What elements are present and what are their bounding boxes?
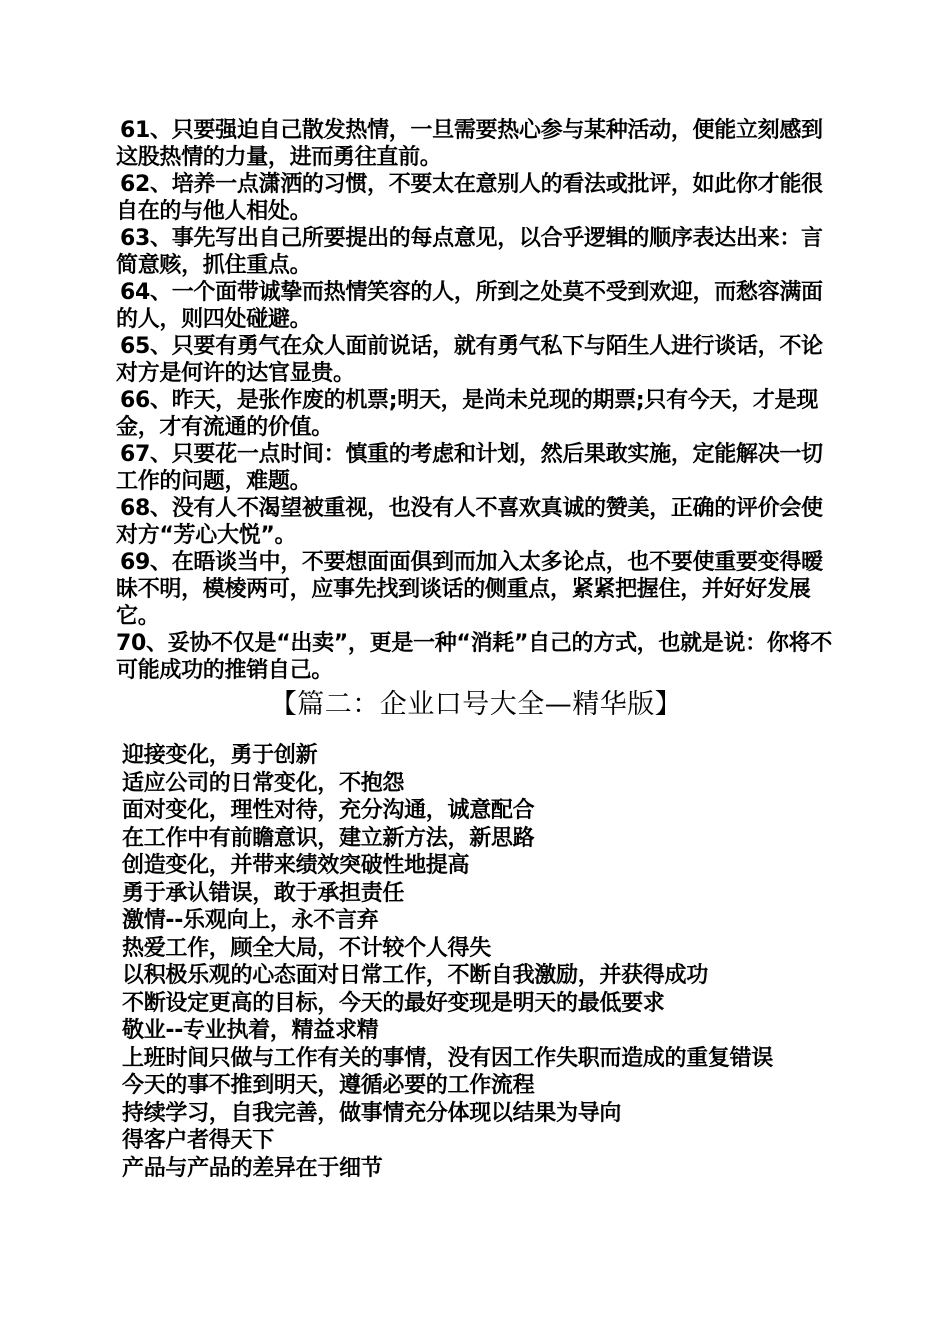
slogan-item: 持续学习，自我完善，做事情充分体现以结果为导向 [122, 1100, 622, 1126]
slogan-item: 产品与产品的差异在于细节 [122, 1155, 383, 1181]
tip-69: 69、在晤谈当中，不要想面面俱到而加入太多论点，也不要使重要变得暧昧不明，模棱两可，应事先找到谈话的侧重点，紧紧把握住，并好好发展它。 [116, 550, 823, 629]
tip-65: 65、只要有勇气在众人面前说话，就有勇气私下与陌生人进行谈话，不论对方是何许的达官显贵。 [116, 334, 823, 386]
tip-67: 67、只要花一点时间：慎重的考虑和计划，然后果敢实施，定能解决一切工作的问题，难题。 [116, 442, 823, 494]
slogan-list [116, 742, 836, 1182]
tip-62: 62、培养一点潇洒的习惯，不要太在意别人的看法或批评，如此你才能很自在的与他人相处。 [116, 172, 823, 224]
slogan-item: 不断设定更高的目标，今天的最好变现是明天的最低要求 [122, 990, 665, 1016]
tip-68: 68、没有人不渴望被重视，也没有人不喜欢真诚的赞美，正确的评价会使对方“芳心大悦”。 [116, 496, 823, 548]
slogan-item: 勇于承认错误，敢于承担责任 [122, 880, 405, 906]
tip-61: 61、只要强迫自己散发热情，一旦需要热心参与某种活动，便能立刻感到这股热情的力量，进而勇往直前。 [116, 118, 823, 170]
slogan-item: 敬业--专业执着，精益求精 [122, 1018, 379, 1043]
slogan-item: 上班时间只做与工作有关的事情，没有因工作失职而造成的重复错误 [122, 1045, 774, 1071]
tip-63: 63、事先写出自己所要提出的每点意见，以合乎逻辑的顺序表达出来：言简意赅，抓住重点。 [116, 226, 823, 278]
slogan-item: 适应公司的日常变化，不抱怨 [122, 770, 405, 796]
slogan-item: 在工作中有前瞻意识，建立新方法，新思路 [122, 825, 535, 851]
tips-list [116, 117, 836, 684]
slogan-item: 迎接变化，勇于创新 [122, 743, 318, 768]
tip-64: 64、一个面带诚挚而热情笑容的人，所到之处莫不受到欢迎，而愁容满面的人，则四处碰避。 [116, 280, 823, 332]
slogan-item: 面对变化，理性对待，充分沟通，诚意配合 [122, 798, 535, 823]
slogan-item: 创造变化，并带来绩效突破性地提高 [122, 853, 470, 878]
tip-66: 66、昨天，是张作废的机票;明天，是尚未兑现的期票;只有今天，才是现金，才有流通的价值。 [116, 388, 819, 440]
document-page [116, 117, 836, 1182]
slogan-item: 激情--乐观向上，永不言弃 [122, 908, 379, 933]
slogan-item: 今天的事不推到明天，遵循必要的工作流程 [122, 1073, 535, 1098]
slogan-item: 得客户者得天下 [122, 1128, 274, 1153]
tip-70: 70、妥协不仅是“出卖”，更是一种“消耗”自己的方式，也就是说：你将不可能成功的推销自己。 [116, 631, 832, 683]
slogan-item: 热爱工作，顾全大局，不计较个人得失 [122, 935, 491, 961]
slogan-item: 以积极乐观的心态面对日常工作，不断自我激励，并获得成功 [122, 963, 708, 988]
section-title: 【篇二：企业口号大全—精华版】 [269, 689, 683, 720]
